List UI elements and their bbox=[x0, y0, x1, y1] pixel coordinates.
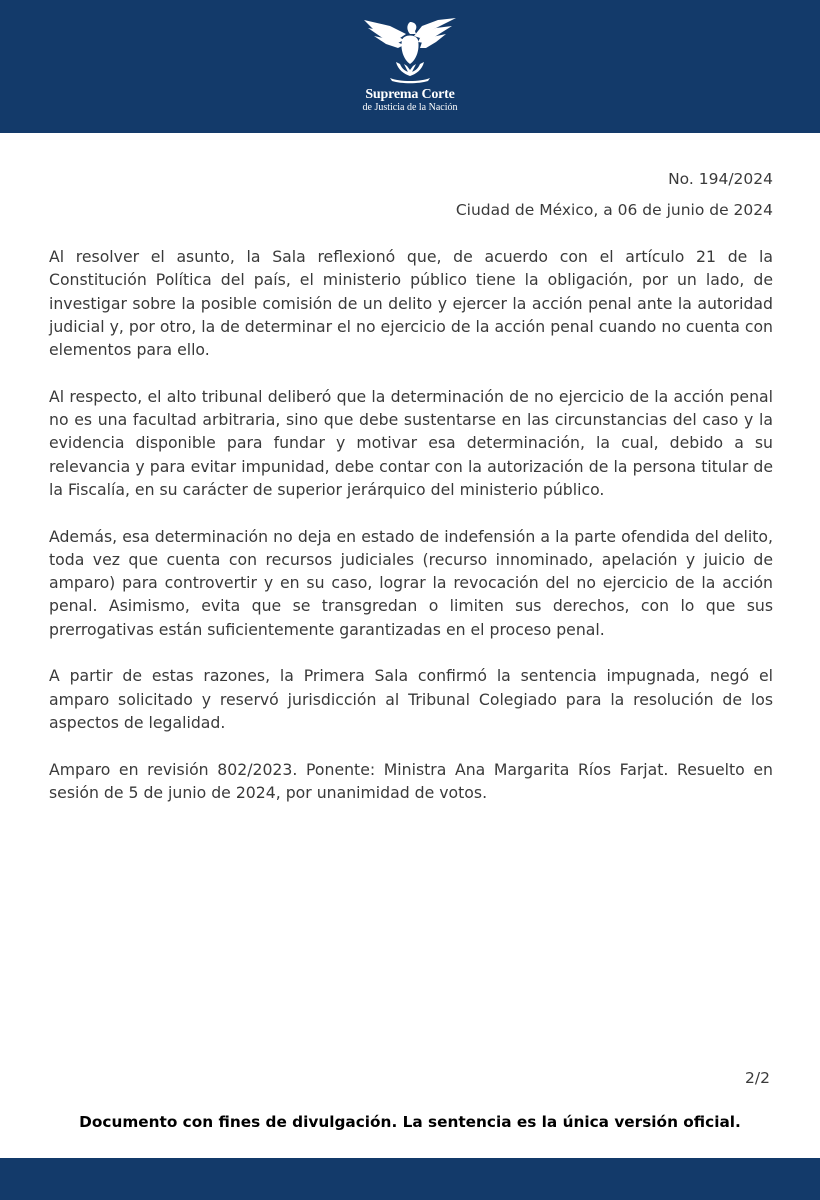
institution-name: Suprema Corte bbox=[365, 87, 455, 102]
paragraph: Al respecto, el alto tribunal deliberó que la determinación de no ejercicio de la acción penal no es una facultad arbitraria, sino que debe sustentarse en las circunstancias del caso y la evidencia disponible para fundar y motivar esa determinación, la cual, debido a su relevancia y para evitar impunidad, debe contar con la autorización de la persona titular de la Fiscalía, en su carácter de superior jerárquico del ministerio público. bbox=[49, 386, 773, 499]
eagle-emblem-icon bbox=[360, 12, 460, 84]
institution-logo bbox=[350, 12, 470, 120]
paragraph: Al resolver el asunto, la Sala reflexionó que, de acuerdo con el artículo 21 de la Constitución Política del país, el ministerio público tiene la obligación, por un lado, de investigar sobre la posible comisión de un delito y ejercer la acción penal ante la autoridad judicial y, por otro, la de determinar el no ejercicio de la acción penal cuando no cuenta con elementos para ello. bbox=[49, 247, 773, 360]
institution-subtitle: de Justicia de la Nación bbox=[362, 102, 458, 113]
header-banner bbox=[0, 0, 820, 133]
document-date: Ciudad de México, a 06 de junio de 2024 bbox=[455, 201, 773, 219]
paragraph: Además, esa determinación no deja en estado de indefensión a la parte ofendida del delito, toda vez que cuenta con recursos judiciales (recurso innominado, apelación y juicio de amparo) para controvertir y en su caso, lograr la revocación del no ejercicio de la acción penal. Asimismo, evita que se transgredan o limiten sus derechos, con lo que sus prerrogativas están suficientemente garantizadas en el proceso penal. bbox=[49, 526, 773, 639]
document-number: No. 194/2024 bbox=[668, 170, 773, 188]
page-number: 2/2 bbox=[745, 1069, 770, 1087]
paragraph: Amparo en revisión 802/2023. Ponente: Ministra Ana Margarita Ríos Farjat. Resuelto en sesión de 5 de junio de 2024, por unanimidad de votos. bbox=[49, 759, 773, 802]
paragraph: A partir de estas razones, la Primera Sala confirmó la sentencia impugnada, negó el amparo solicitado y reservó jurisdicción al Tribunal Colegiado para la resolución de los aspectos de legalidad. bbox=[49, 666, 773, 732]
disclaimer: Documento con fines de divulgación. La sentencia es la única versión oficial. bbox=[79, 1113, 741, 1131]
footer-banner bbox=[0, 1158, 820, 1200]
document-body bbox=[49, 245, 773, 827]
